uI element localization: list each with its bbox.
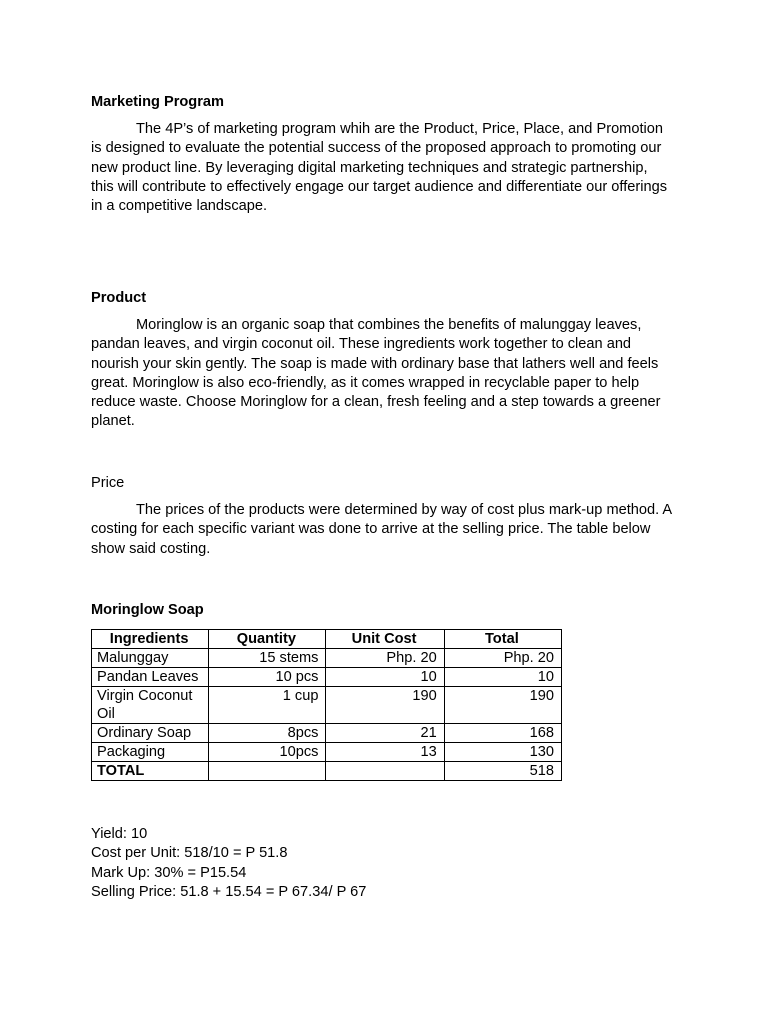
header-ingredients: Ingredients xyxy=(92,630,209,649)
table-row xyxy=(92,649,562,668)
cell-quantity: 10 pcs xyxy=(209,668,326,687)
cell-unit-cost: Php. 20 xyxy=(326,649,444,668)
price-paragraph: The prices of the products were determined by way of cost plus mark-up method. A costing for each specific variant was done to arrive at the selling price. The table below show said costing. xyxy=(91,502,672,557)
cell-total-quantity xyxy=(209,762,326,781)
price-section xyxy=(91,473,681,559)
mark-up-line: Mark Up: 30% = P15.54 xyxy=(91,864,247,881)
pricing-summary xyxy=(91,825,366,903)
cell-ingredient: Malunggay xyxy=(92,649,209,668)
document-page xyxy=(91,92,691,901)
cell-ingredient: Packaging xyxy=(92,743,209,762)
product-heading: Product xyxy=(91,290,147,306)
cell-unit-cost: 10 xyxy=(326,668,444,687)
cell-total: 130 xyxy=(444,743,561,762)
cell-quantity: 15 stems xyxy=(209,649,326,668)
cell-quantity: 8pcs xyxy=(209,724,326,743)
cell-unit-cost: 13 xyxy=(326,743,444,762)
marketing-program-heading: Marketing Program xyxy=(91,94,224,110)
cost-per-unit-line: Cost per Unit: 518/10 = P 51.8 xyxy=(91,845,288,862)
table-total-row xyxy=(92,762,562,781)
table-row xyxy=(92,724,562,743)
table-row xyxy=(92,743,562,762)
marketing-program-paragraph: The 4P’s of marketing program whih are the Product, Price, Place, and Promotion is designed to evaluate the potential success of the proposed approach to promoting our new product line. By leveraging digital marketing techniques and strategic partnership, this will contribute to effectively engage our target audience and differentiate our offerings in a competitive landscape. xyxy=(91,121,668,215)
cell-total: Php. 20 xyxy=(444,649,561,668)
yield-line: Yield: 10 xyxy=(91,826,148,842)
table-row xyxy=(92,668,562,687)
product-paragraph: Moringlow is an organic soap that combines the benefits of malunggay leaves, pandan leaves, and virgin coconut oil. These ingredients work together to clean and nourish your skin gently. The soap is made with ordinary base that lathers well and feels great. Moringlow is also eco-friendly, as it comes wrapped in recyclable paper to help reduce waste. Choose Moringlow for a clean, fresh feeling and a step towards a greener planet. xyxy=(91,317,661,430)
cell-total: 190 xyxy=(444,687,561,724)
cell-ingredient: Virgin Coconut Oil xyxy=(92,687,209,724)
product-section xyxy=(91,288,673,432)
cell-ingredient: Ordinary Soap xyxy=(92,724,209,743)
costing-table-title: Moringlow Soap xyxy=(91,602,204,618)
marketing-program-section xyxy=(91,92,691,216)
table-row xyxy=(92,687,562,724)
selling-price-line: Selling Price: 51.8 + 15.54 = P 67.34/ P 67 xyxy=(91,884,367,901)
cell-total: 10 xyxy=(444,668,561,687)
cell-grand-total: 518 xyxy=(444,762,561,781)
cell-unit-cost: 190 xyxy=(326,687,444,724)
costing-section xyxy=(91,600,562,781)
price-heading: Price xyxy=(91,475,125,491)
header-quantity: Quantity xyxy=(209,630,326,649)
cell-total-label: TOTAL xyxy=(92,762,209,781)
cell-ingredient: Pandan Leaves xyxy=(92,668,209,687)
table-header-row xyxy=(92,630,562,649)
cell-total-unit-cost xyxy=(326,762,444,781)
header-total: Total xyxy=(444,630,561,649)
cell-total: 168 xyxy=(444,724,561,743)
cell-quantity: 10pcs xyxy=(209,743,326,762)
header-unit-cost: Unit Cost xyxy=(326,630,444,649)
cell-quantity: 1 cup xyxy=(209,687,326,724)
cell-unit-cost: 21 xyxy=(326,724,444,743)
costing-table xyxy=(91,629,562,781)
